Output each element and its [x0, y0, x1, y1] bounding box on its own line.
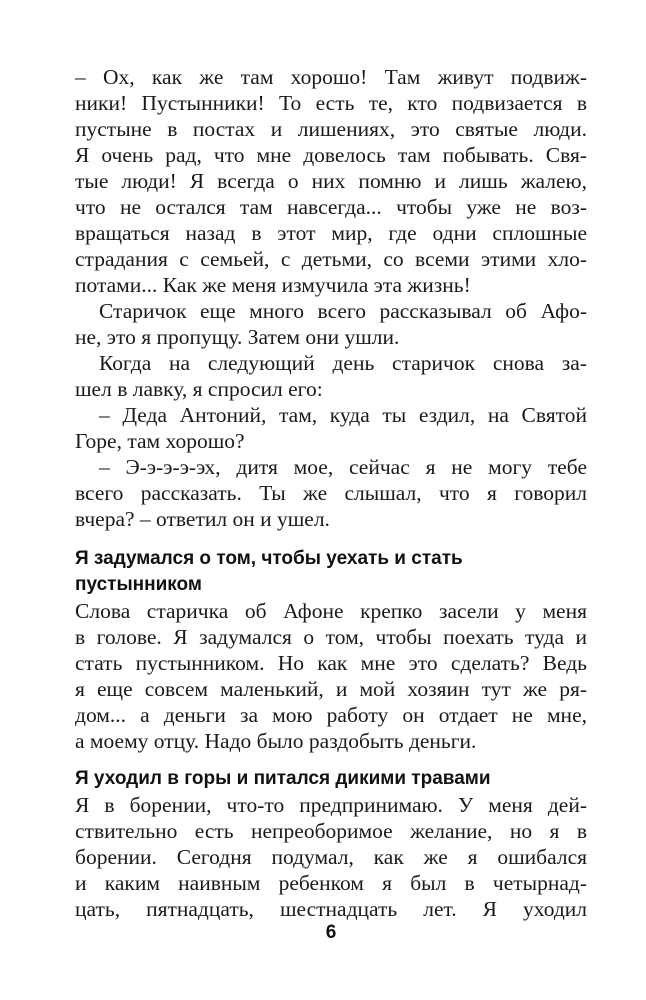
- text-line: страдания с семьей, с детьми, со всеми этими хло-: [75, 247, 587, 271]
- text-line: стать пустынником. Но как мне это сделать? Ведь: [75, 651, 587, 675]
- text-line: цать, пятнадцать, шестнадцать лет. Я уходил: [75, 897, 587, 921]
- text-line: что не остался там навсегда... чтобы уже не воз-: [75, 195, 587, 219]
- text-line: я еще совсем маленький, и мой хозяин тут же ря-: [75, 677, 587, 701]
- text-line: а моему отцу. Надо было раздобыть деньги.: [75, 729, 477, 753]
- section-heading: Я уходил в горы и питался дикими травами: [75, 768, 491, 789]
- text-line: Я в борении, что-то предпринимаю. У меня дей-: [75, 793, 587, 817]
- text-line: – Деда Антоний, там, куда ты ездил, на Святой: [99, 403, 587, 427]
- text-line: Старичок еще много всего рассказывал об Афо-: [99, 299, 587, 323]
- text-line: Я очень рад, что мне довелось там побывать. Свя-: [75, 143, 587, 167]
- text-line: борении. Сегодня подумал, как же я ошибался: [75, 845, 587, 869]
- text-line: вчера? – ответил он и ушел.: [75, 507, 330, 531]
- text-line: всего рассказать. Ты же слышал, что я говорил: [75, 481, 587, 505]
- text-line: вращаться назад в этот мир, где одни сплошные: [75, 221, 587, 245]
- text-line: дом... а деньги за мою работу он отдает не мне,: [75, 703, 587, 727]
- text-line: Когда на следующий день старичок снова за-: [99, 351, 587, 375]
- text-line: в голове. Я задумался о том, чтобы поехать туда и: [75, 625, 587, 649]
- text-line: и каким наивным ребенком я был в четырнад-: [75, 871, 587, 895]
- text-line: потами... Как же меня измучила эта жизнь!: [75, 273, 471, 297]
- text-line: пустыне в постах и лишениях, это святые люди.: [75, 117, 587, 141]
- book-page: [75, 0, 587, 1000]
- text-line: тые люди! Я всегда о них помню и лишь жалею,: [75, 169, 587, 193]
- text-line: ники! Пустынники! То есть те, кто подвизается в: [75, 91, 587, 115]
- text-line: Горе, там хорошо?: [75, 429, 245, 453]
- text-line: – Э-э-э-э-эх, дитя мое, сейчас я не могу тебе: [99, 455, 587, 479]
- text-line: ствительно есть непреоборимое желание, но я в: [75, 819, 587, 843]
- text-line: шел в лавку, я спросил его:: [75, 377, 323, 401]
- text-line: – Ох, как же там хорошо! Там живут подвиж-: [75, 65, 587, 89]
- section-heading: Я задумался о том, чтобы уехать и стать: [75, 548, 463, 569]
- section-heading: пустынником: [75, 574, 202, 595]
- page-number: 6: [325, 922, 337, 943]
- text-line: не, это я пропущу. Затем они ушли.: [75, 325, 400, 349]
- text-line: Слова старичка об Афоне крепко засели у меня: [75, 599, 587, 623]
